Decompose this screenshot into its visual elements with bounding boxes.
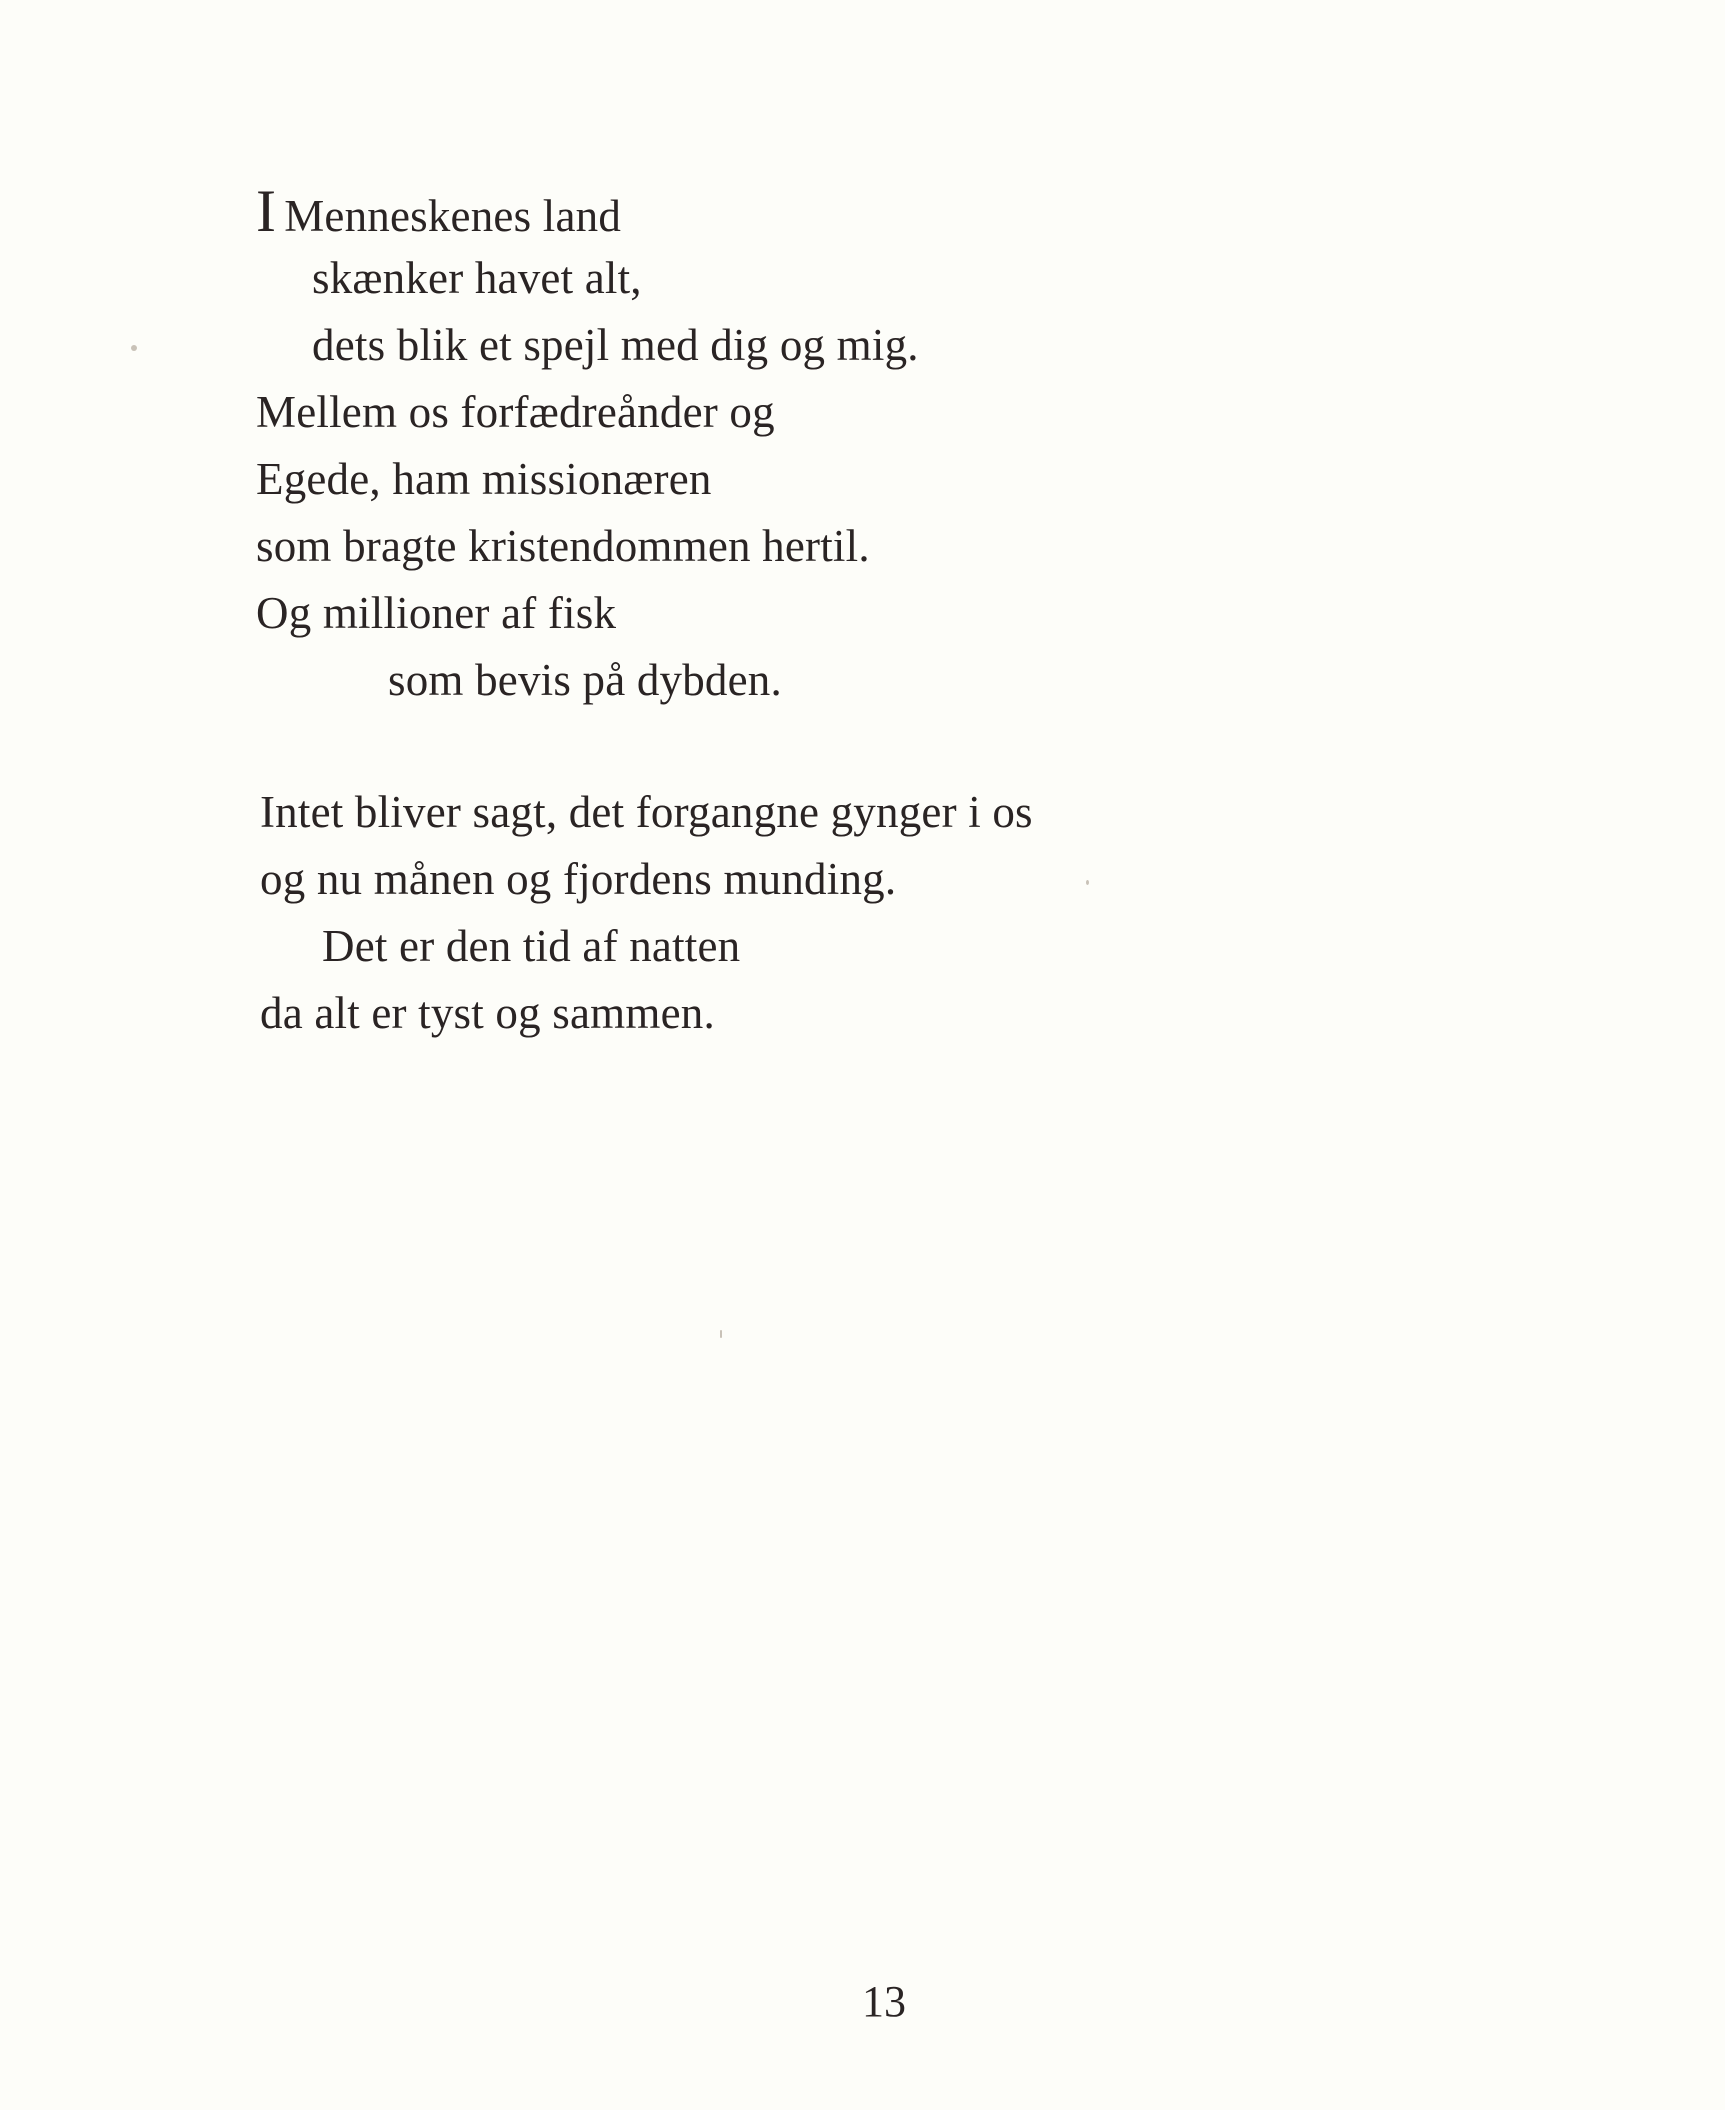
poem-line: som bevis på dybden. [388, 655, 782, 705]
poem-line: Egede, ham missionæren [256, 454, 712, 504]
paper-speck [720, 1330, 722, 1338]
poem-line-text: Menneskenes land [284, 191, 622, 241]
paper-speck [1086, 880, 1089, 885]
poem-line: skænker havet alt, [312, 253, 642, 303]
poem-line: Og millioner af fisk [256, 588, 617, 638]
poem-line: Mellem os forfædreånder og [256, 387, 775, 437]
poem-line: Intet bliver sagt, det forgangne gynger i os [260, 787, 1033, 837]
poem-line: som bragte kristendommen hertil. [256, 521, 870, 571]
poem-line: Det er den tid af natten [322, 921, 741, 971]
poem-line: da alt er tyst og sammen. [260, 988, 715, 1038]
paper-speck [131, 345, 137, 351]
poem-stanza-2 [260, 779, 1033, 1047]
poem-stanza-1 [256, 178, 919, 714]
poem-line: dets blik et spejl med dig og mig. [312, 320, 919, 370]
poem-line [256, 178, 919, 245]
initial-letter: I [256, 178, 277, 244]
poem-line: og nu månen og fjordens munding. [260, 854, 897, 904]
page-number: 13 [862, 1977, 906, 2026]
